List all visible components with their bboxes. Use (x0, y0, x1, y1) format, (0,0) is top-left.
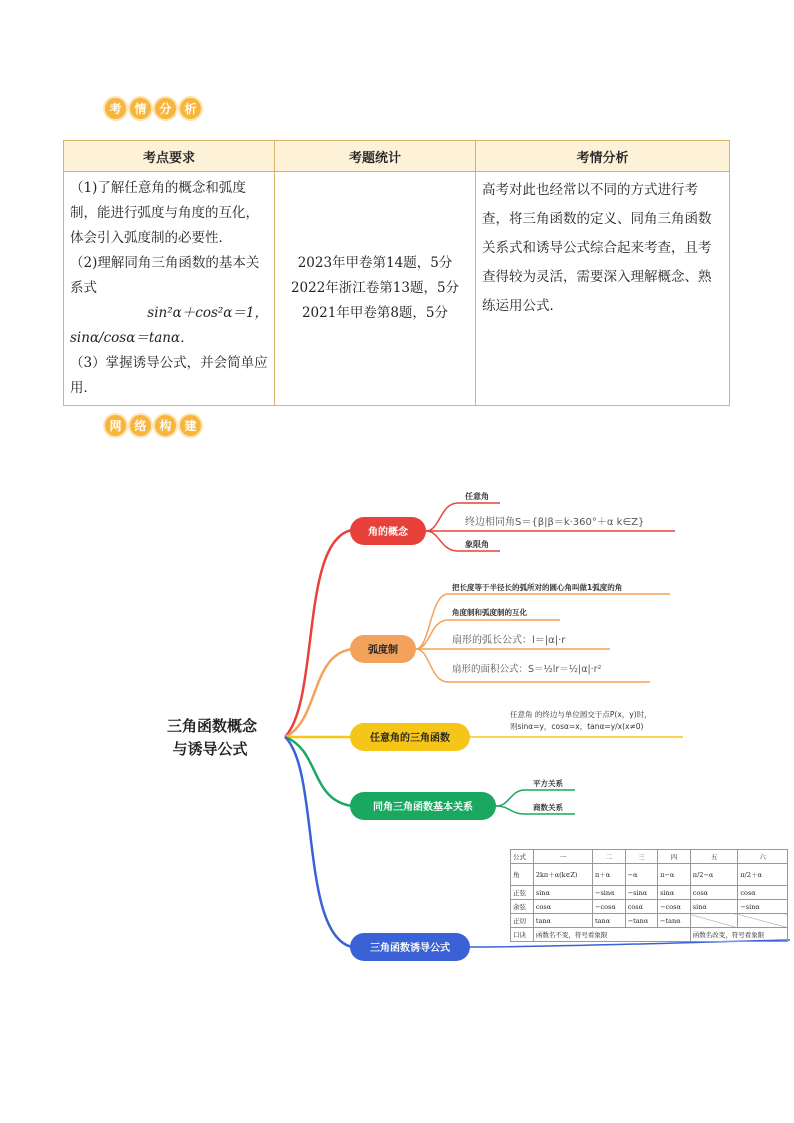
table-cell: π＋α (593, 864, 626, 886)
table-cell: 四 (658, 850, 691, 864)
table-cell: π−α (658, 864, 691, 886)
branch-label-identity: 同角三角函数基本关系 (373, 802, 473, 813)
table-cell: −tanα (625, 914, 657, 928)
badge-char: 网 (105, 415, 126, 436)
table-cell: 余弦 (511, 900, 534, 914)
stat-line: 2021年甲卷第8题，5分 (301, 305, 449, 321)
requirement-2: （2)理解同角三角函数的基本关系式 (70, 255, 260, 296)
induction-formula-table (510, 849, 788, 942)
table-cell: 函数名不变，符号看象限 (533, 928, 690, 942)
badge-char: 建 (180, 415, 201, 436)
table-cell: −cosα (593, 900, 626, 914)
table-cell: 函数名改变，符号看象限 (690, 928, 787, 942)
branch-label-trig: 任意角的三角函数 (370, 733, 450, 744)
table-cell: sinα (690, 900, 738, 914)
leaf-text: 则sinα=y，cosα=x，tanα=y/x(x≠0) (510, 722, 644, 731)
table-cell: 公式 (511, 850, 534, 864)
table-cell: sinα (533, 886, 592, 900)
badge-char: 析 (180, 98, 201, 119)
branch-line-identity (285, 737, 352, 806)
leaf-text: 把长度等于半径长的弧所对的圆心角叫做1弧度的角 (452, 583, 623, 592)
table-cell: cosα (738, 886, 788, 900)
table-cell: tanα (533, 914, 592, 928)
table-cell: −α (625, 864, 657, 886)
leaf-text: 象限角 (465, 540, 489, 549)
table-cell: 五 (690, 850, 738, 864)
table-cell: 正切 (511, 914, 534, 928)
table-cell: cosα (690, 886, 738, 900)
requirement-1: （1)了解任意角的概念和弧度制，能进行弧度与角度的互化，体会引入弧度制的必要性． (70, 180, 259, 246)
leaf-text: 扇形的面积公式：S＝½lr＝½|α|·r² (452, 664, 602, 675)
table-cell: cosα (533, 900, 592, 914)
leaf-text: 任意角 的终边与单位圆交于点P(x，y)时， (510, 710, 652, 719)
table-row (511, 886, 788, 900)
table-cell: −tanα (658, 914, 691, 928)
badge-char: 构 (155, 415, 176, 436)
table-cell: 2kπ＋α(k∈Z) (533, 864, 592, 886)
badge-char: 情 (130, 98, 151, 119)
branch-label-angle: 角的概念 (368, 527, 408, 538)
leaf-text: 角度制和弧度制的互化 (452, 608, 527, 617)
table-cell: −sinα (625, 886, 657, 900)
table-cell: 三 (625, 850, 657, 864)
header-analysis: 考情分析 (476, 141, 730, 172)
table-cell: 一 (533, 850, 592, 864)
mindmap-center-line1: 三角函数概念 (166, 717, 258, 735)
table-row (511, 914, 788, 928)
leaf-text: 商数关系 (533, 803, 563, 812)
table-cell: 口诀 (511, 928, 534, 942)
leaf-text: 任意角 (465, 492, 489, 501)
branch-line-angle (285, 530, 352, 737)
table-cell: −sinα (738, 900, 788, 914)
table-cell: π/2＋α (738, 864, 788, 886)
table-cell (690, 914, 738, 928)
table-cell: tanα (593, 914, 626, 928)
badge-char: 考 (105, 98, 126, 119)
leaf-text: 扇形的弧长公式：l＝|α|·r (452, 635, 566, 646)
branch-line-induction (285, 737, 352, 947)
requirement-2-formula-2: sinα/cosα＝tanα． (70, 330, 194, 346)
stat-line: 2022年浙江卷第13题，5分 (290, 280, 460, 296)
leaf-text: 终边相同角S＝{β|β＝k·360°＋α k∈Z} (465, 517, 645, 528)
table-cell: −sinα (593, 886, 626, 900)
table-cell: 正弦 (511, 886, 534, 900)
table-row (511, 850, 788, 864)
table-cell (738, 914, 788, 928)
branch-line-radian (285, 649, 352, 737)
badge-char: 络 (130, 415, 151, 436)
table-cell: 角 (511, 864, 534, 886)
mindmap-center-line2: 与诱导公式 (172, 740, 248, 758)
badge-char: 分 (155, 98, 176, 119)
table-cell: cosα (625, 900, 657, 914)
table-row (511, 900, 788, 914)
leaf-text: 平方关系 (533, 779, 563, 788)
stat-line: 2023年甲卷第14题，5分 (297, 255, 453, 271)
branch-label-radian: 弧度制 (368, 645, 398, 656)
requirement-3: （3）掌握诱导公式，并会简单应用． (70, 355, 268, 396)
table-row (511, 864, 788, 886)
table-row (511, 928, 788, 942)
table-cell: π/2−α (690, 864, 738, 886)
requirement-2-formula-1: sin²α＋cos²α＝1， (147, 305, 268, 321)
header-requirements: 考点要求 (64, 141, 275, 172)
table-cell: sinα (658, 886, 691, 900)
header-statistics: 考题统计 (275, 141, 476, 172)
table-cell: 二 (593, 850, 626, 864)
table-cell: 六 (738, 850, 788, 864)
table-cell: −cosα (658, 900, 691, 914)
analysis-cell: 高考对此也经常以不同的方式进行考查，将三角函数的定义、同角三角函数关系式和诱导公式综合起来考查，且考查得较为灵活，需要深入理解概念、熟练运用公式． (476, 172, 730, 406)
branch-label-induction: 三角函数诱导公式 (370, 943, 450, 954)
